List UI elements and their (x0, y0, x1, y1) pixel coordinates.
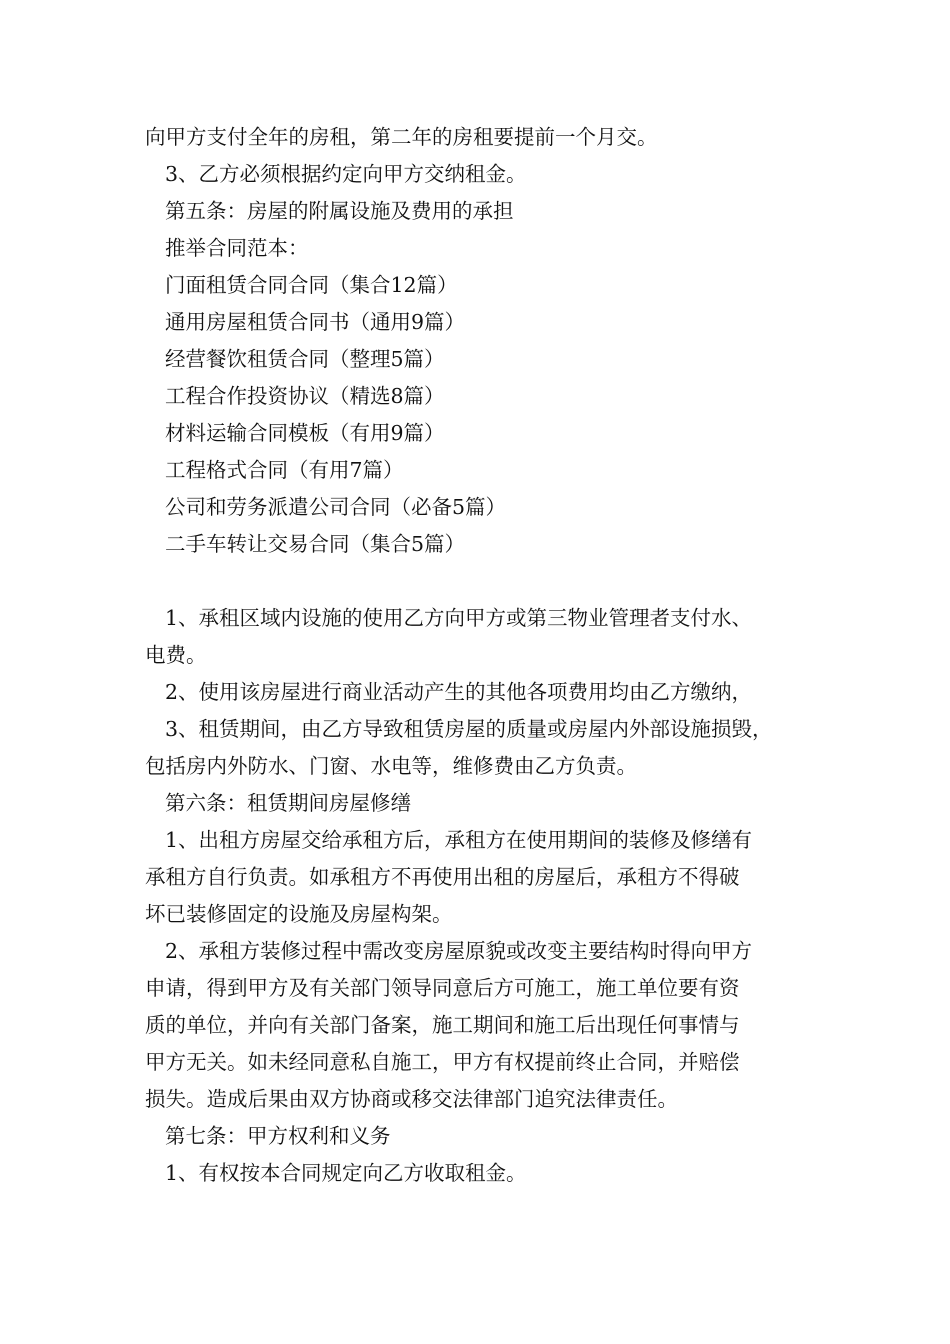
template-list-item: 工程合作投资协议（精选8篇） (165, 384, 445, 408)
template-list-item: 通用房屋租赁合同书（通用9篇） (165, 310, 466, 334)
template-list-item: 经营餐饮租赁合同（整理5篇） (165, 347, 445, 371)
blank-line (145, 563, 825, 600)
text-line: 3、租赁期间，由乙方导致租赁房屋的质量或房屋内外部设施损毁， (165, 717, 773, 741)
text-line: 电费。 (145, 643, 207, 667)
text-line: 1、承租区域内设施的使用乙方向甲方或第三物业管理者支付水、 (165, 606, 753, 630)
template-list-item: 材料运输合同模板（有用9篇） (165, 421, 445, 445)
section-heading: 第六条：租赁期间房屋修缮 (165, 791, 411, 815)
text-line: 2、使用该房屋进行商业活动产生的其他各项费用均由乙方缴纳， (165, 680, 753, 704)
text-line: 坏已装修固定的设施及房屋构架。 (145, 902, 453, 926)
text-line: 质的单位，并向有关部门备案，施工期间和施工后出现任何事情与 (145, 1013, 740, 1037)
template-list-item: 公司和劳务派遣公司合同（必备5篇） (165, 495, 507, 519)
template-list-item: 工程格式合同（有用7篇） (165, 458, 404, 482)
text-line: 包括房内外防水、门窗、水电等，维修费由乙方负责。 (145, 754, 637, 778)
text-line: 2、承租方装修过程中需改变房屋原貌或改变主要结构时得向甲方 (165, 939, 753, 963)
document-body (145, 119, 825, 1192)
text-line: 甲方无关。如未经同意私自施工，甲方有权提前终止合同，并赔偿 (145, 1050, 740, 1074)
text-line: 1、有权按本合同规定向乙方收取租金。 (165, 1161, 527, 1185)
template-list-item: 门面租赁合同合同（集合12篇） (165, 273, 458, 297)
text-line: 申请，得到甲方及有关部门领导同意后方可施工，施工单位要有资 (145, 976, 740, 1000)
text-line: 向甲方支付全年的房租，第二年的房租要提前一个月交。 (145, 125, 658, 149)
template-list-item: 二手车转让交易合同（集合5篇） (165, 532, 466, 556)
section-heading: 第七条：甲方权利和义务 (165, 1124, 391, 1148)
text-line: 承租方自行负责。如承租方不再使用出租的房屋后，承租方不得破 (145, 865, 740, 889)
text-line: 3、乙方必须根据约定向甲方交纳租金。 (165, 162, 527, 186)
text-line: 损失。造成后果由双方协商或移交法律部门追究法律责任。 (145, 1087, 678, 1111)
text-line: 1、出租方房屋交给承租方后，承租方在使用期间的装修及修缮有 (165, 828, 753, 852)
section-heading: 第五条：房屋的附属设施及费用的承担 (165, 199, 514, 223)
text-line: 推举合同范本： (165, 236, 309, 260)
